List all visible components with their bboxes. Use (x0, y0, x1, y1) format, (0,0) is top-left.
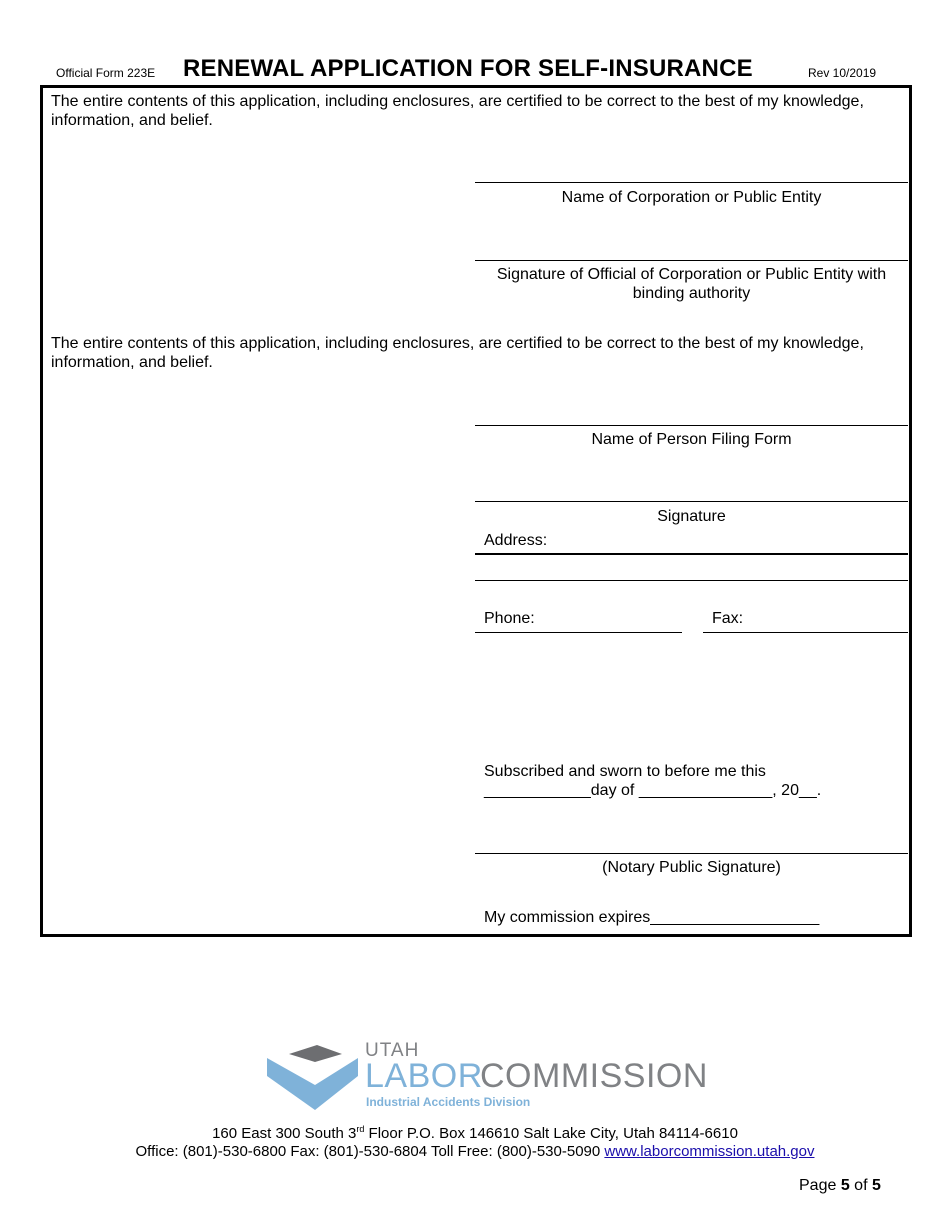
filer-signature-line[interactable] (475, 501, 908, 502)
logo-state: UTAH (365, 1040, 420, 1061)
filer-name-label: Name of Person Filing Form (591, 431, 792, 448)
address-city: Floor P.O. Box 146610 Salt Lake City, Utah 84114-6610 (364, 1125, 738, 1142)
form-number: Official Form 223E (56, 66, 156, 80)
contact-numbers: Office: (801)-530-6800 Fax: (801)-530-6804 Toll Free: (800)-530-5090 (135, 1143, 605, 1160)
filer-signature-label: Signature (657, 508, 726, 525)
corporation-name-label: Name of Corporation or Public Entity (561, 189, 822, 206)
commission-expires: My commission expires___________________ (484, 909, 820, 926)
logo-commission: COMMISSION (480, 1057, 708, 1095)
page-total: 5 (871, 1177, 881, 1194)
address-street: 160 East 300 South 3 (212, 1125, 357, 1142)
phone-label: Phone: (484, 610, 535, 627)
footer-address (0, 1124, 950, 1142)
corporation-name-line[interactable] (475, 182, 908, 183)
certification-text-2: The entire contents of this application, including enclosures, are certified to be correct to the best of my knowledge, information, and belief. (51, 335, 864, 371)
official-signature-label: Signature of Official of Corporation or Public Entity with binding authority (496, 266, 887, 302)
page-title: RENEWAL APPLICATION FOR SELF-INSURANCE (183, 55, 753, 82)
labor-commission-logo (267, 1040, 708, 1115)
phone-line[interactable] (475, 632, 682, 633)
page-of: of (849, 1177, 872, 1194)
certification-text-1: The entire contents of this application, including enclosures, are certified to be correct to the best of my knowledge, information, and belief. (51, 93, 864, 129)
sworn-statement: Subscribed and sworn to before me this (484, 763, 766, 780)
filer-name-line[interactable] (475, 425, 908, 426)
notary-signature-label: (Notary Public Signature) (602, 859, 781, 876)
footer-contact (0, 1143, 950, 1160)
logo-labor: LABOR (365, 1057, 483, 1095)
sworn-date-blanks: ____________day of _______________, 20__. (484, 782, 822, 799)
address-ordinal: rd (356, 1124, 365, 1134)
official-signature-line[interactable] (475, 260, 908, 261)
page-current: 5 (840, 1177, 850, 1194)
notary-signature-line[interactable] (475, 853, 908, 854)
website-link[interactable]: www.laborcommission.utah.gov (604, 1143, 815, 1160)
page-number (799, 1177, 881, 1195)
logo-division: Industrial Accidents Division (366, 1095, 531, 1109)
fax-line[interactable] (703, 632, 908, 633)
address-line-2[interactable] (475, 580, 908, 581)
page-word: Page (799, 1177, 841, 1194)
address-label: Address: (484, 532, 548, 549)
fax-label: Fax: (712, 610, 744, 627)
revision-date: Rev 10/2019 (808, 66, 877, 80)
address-line-1[interactable] (475, 553, 908, 555)
